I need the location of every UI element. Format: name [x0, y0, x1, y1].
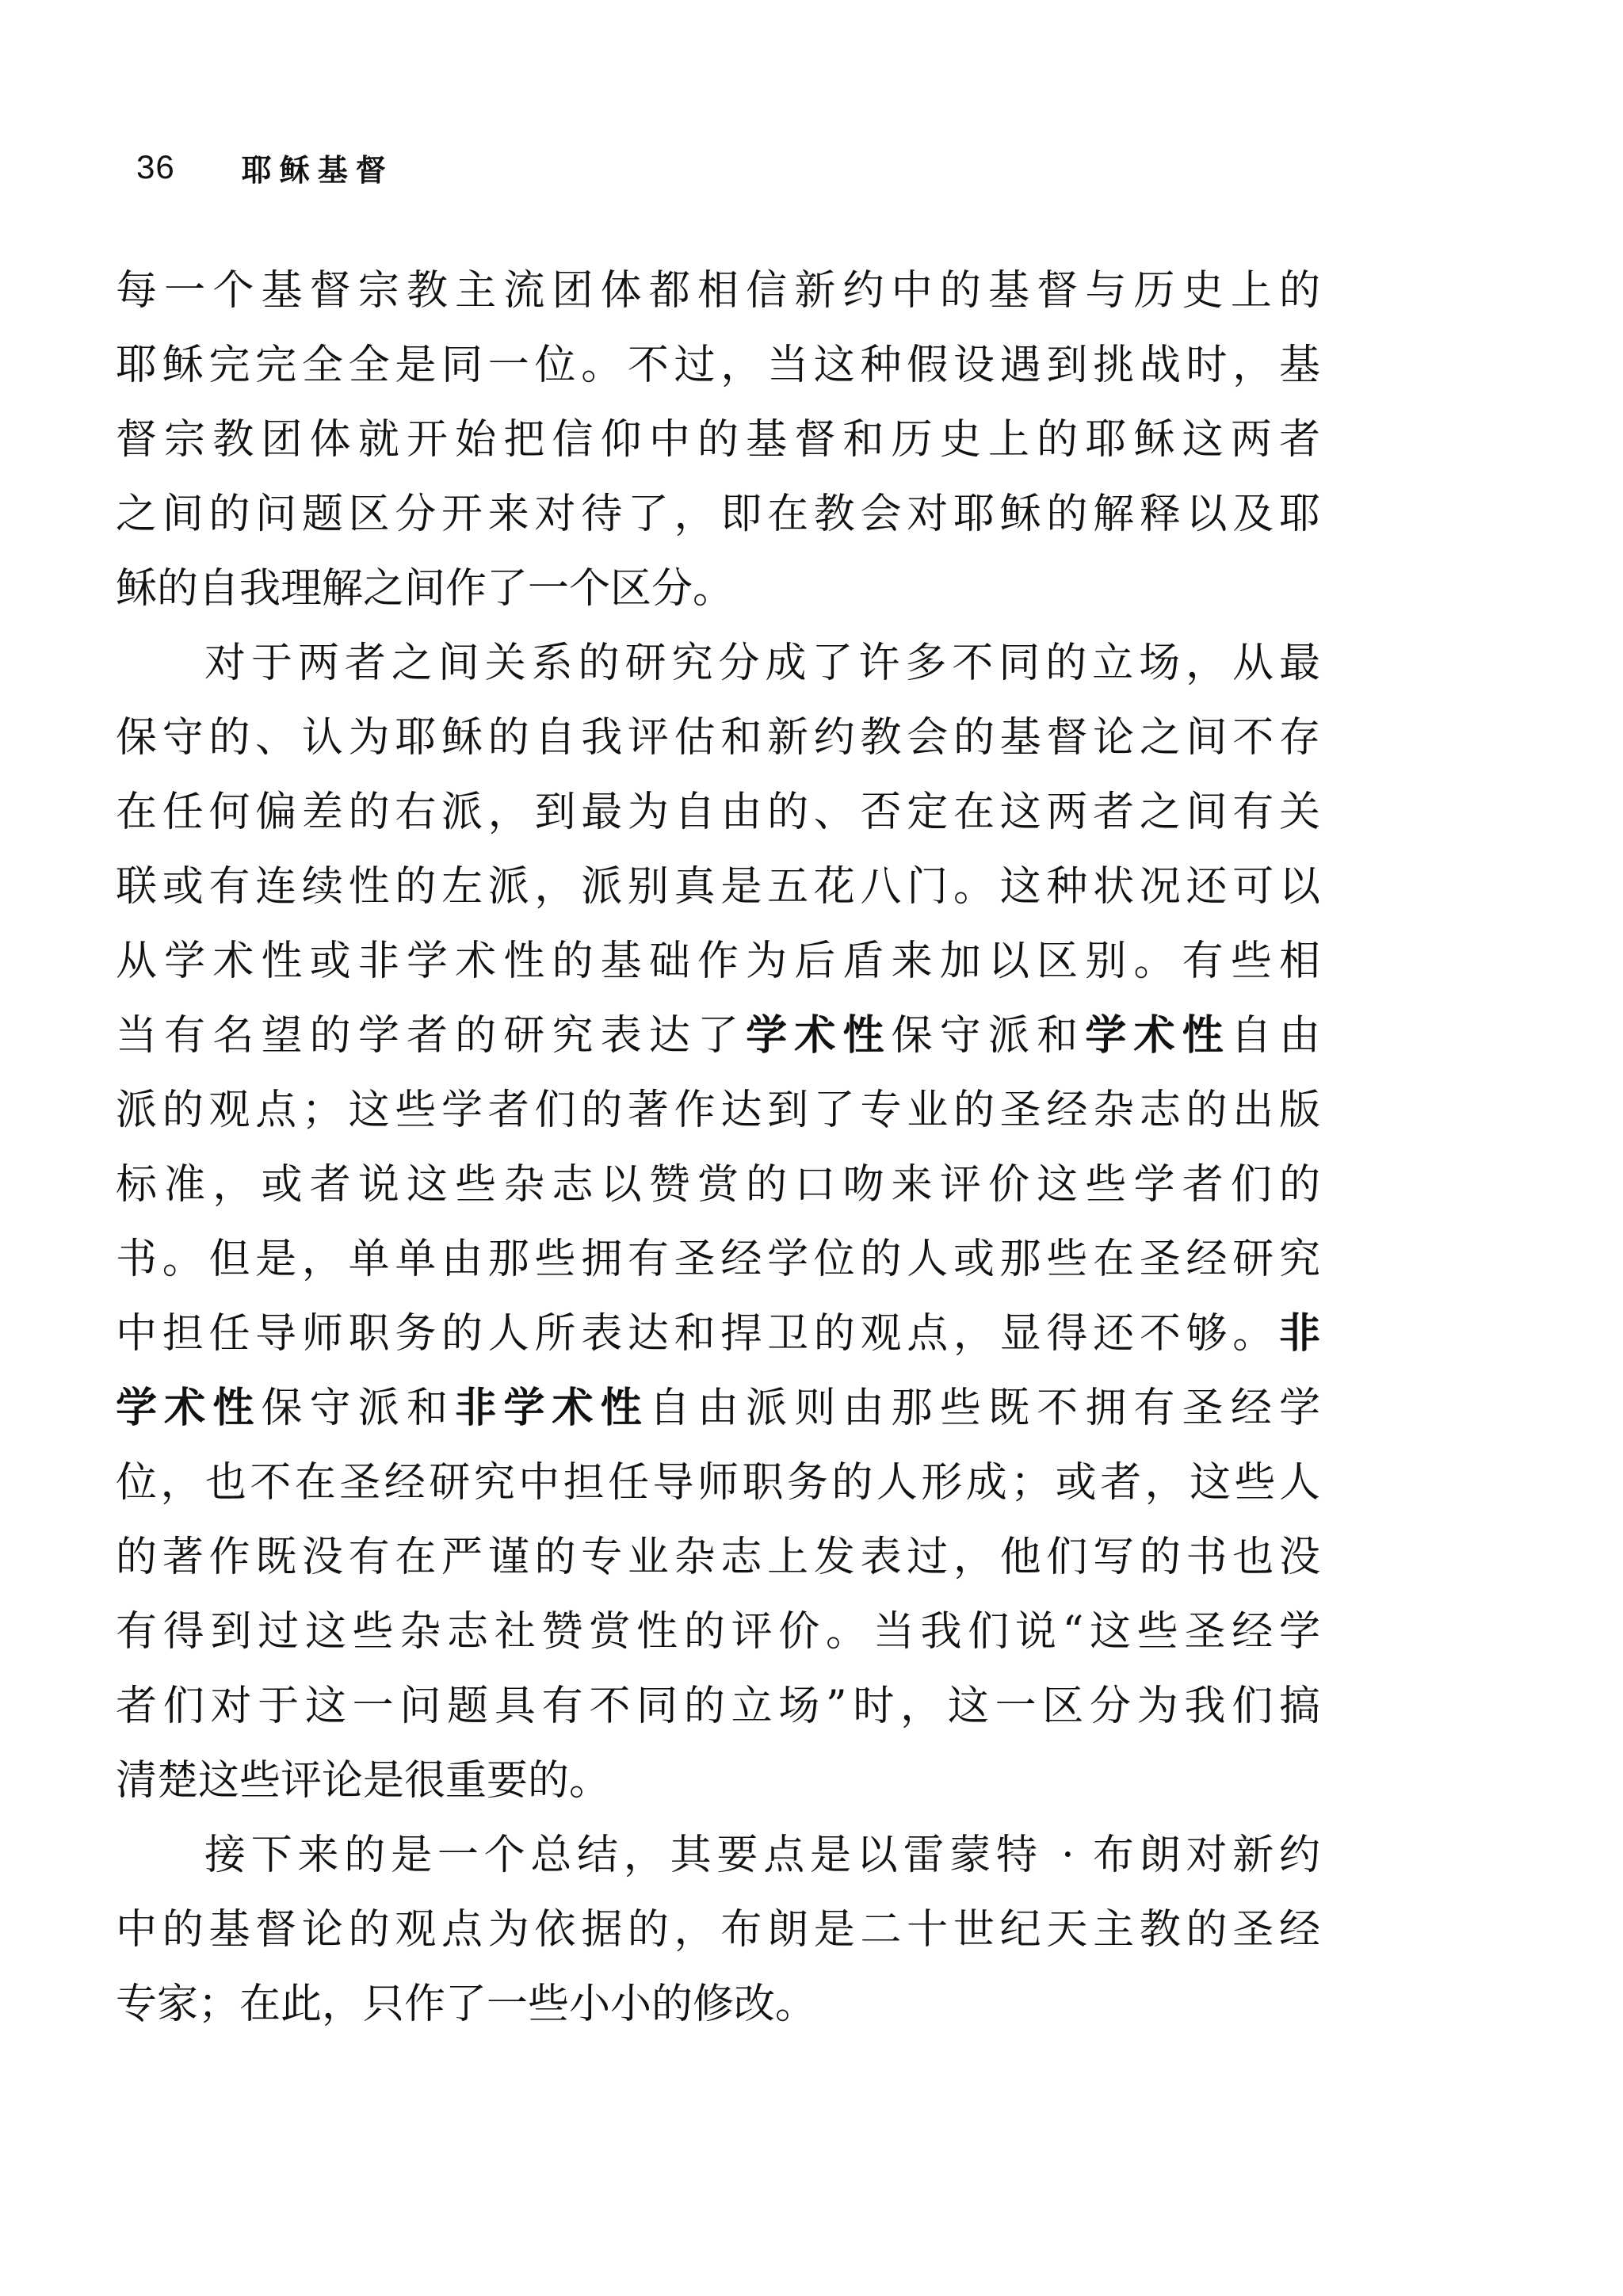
text-run: 保守派和 [891, 1012, 1086, 1060]
text-line: 对于两者之间关系的研究分成了许多不同的立场，从最 [204, 640, 1320, 687]
text-line: 者们对于这一问题具有不同的立场”时，这一区分为我们搞 [116, 1683, 1320, 1730]
text-run: 保守派和 [261, 1385, 456, 1432]
text-line: 联或有连续性的左派，派别真是五花八门。这种状况还可以 [116, 863, 1320, 911]
text-line: 中的基督论的观点为依据的，布朗是二十世纪天主教的圣经 [116, 1906, 1320, 1954]
paragraph-1 [116, 254, 1320, 626]
paragraph-2 [116, 626, 1320, 1818]
emphasis-non-academic: 非学术性 [455, 1385, 649, 1432]
text-run: 中担任导师职务的人所表达和捍卫的观点，显得还不够。 [116, 1310, 1279, 1358]
text-line: 位，也不在圣经研究中担任导师职务的人形成；或者，这些人 [116, 1459, 1320, 1507]
page-number: 36 [136, 148, 175, 185]
text-line: 有得到过这些杂志社赞赏性的评价。当我们说“这些圣经学 [116, 1608, 1320, 1656]
text-line: 耶稣完完全全是同一位。不过，当这种假设遇到挑战时，基 [116, 342, 1320, 389]
emphasis-non: 非 [1278, 1310, 1320, 1358]
text-line: 书。但是，单单由那些拥有圣经学位的人或那些在圣经研究 [116, 1236, 1320, 1283]
text-line-with-emphasis [116, 999, 1320, 1073]
running-title: 耶稣基督 [241, 152, 394, 188]
text-line: 之间的问题区分开来对待了，即在教会对耶稣的解释以及耶 [116, 491, 1320, 538]
emphasis-academic: 学术性 [1085, 1012, 1231, 1060]
text-run: 当有名望的学者的研究表达了 [116, 1012, 747, 1060]
text-line: 在任何偏差的右派，到最为自由的、否定在这两者之间有关 [116, 789, 1320, 836]
text-line: 标准，或者说这些杂志以赞赏的口吻来评价这些学者们的 [116, 1161, 1320, 1209]
text-line: 专家；在此，只作了一些小小的修改。 [116, 1981, 817, 2028]
text-run: 自由派则由那些既不拥有圣经学 [648, 1385, 1320, 1432]
text-line: 清楚这些评论是很重要的。 [116, 1757, 611, 1805]
text-line-with-emphasis [116, 1297, 1320, 1371]
text-line: 派的观点；这些学者们的著作达到了专业的圣经杂志的出版 [116, 1087, 1320, 1134]
text-line: 保守的、认为耶稣的自我评估和新约教会的基督论之间不存 [116, 714, 1320, 762]
text-line: 的著作既没有在严谨的专业杂志上发表过，他们写的书也没 [116, 1534, 1320, 1581]
text-line: 每一个基督宗教主流团体都相信新约中的基督与历史上的 [116, 267, 1320, 315]
text-line: 接下来的是一个总结，其要点是以雷蒙特 · 布朗对新约 [204, 1832, 1320, 1879]
text-line: 从学术性或非学术性的基础作为后盾来加以区别。有些相 [116, 938, 1320, 985]
body-text [116, 254, 1320, 2042]
text-run: 自由 [1230, 1012, 1320, 1060]
text-line: 稣的自我理解之间作了一个区分。 [116, 565, 735, 613]
running-header [136, 139, 394, 195]
text-line: 督宗教团体就开始把信仰中的基督和历史上的耶稣这两者 [116, 416, 1320, 464]
emphasis-academic: 学术性 [116, 1385, 262, 1432]
emphasis-academic: 学术性 [746, 1012, 892, 1060]
text-line-with-emphasis [116, 1371, 1320, 1446]
paragraph-3 [116, 1818, 1320, 2042]
